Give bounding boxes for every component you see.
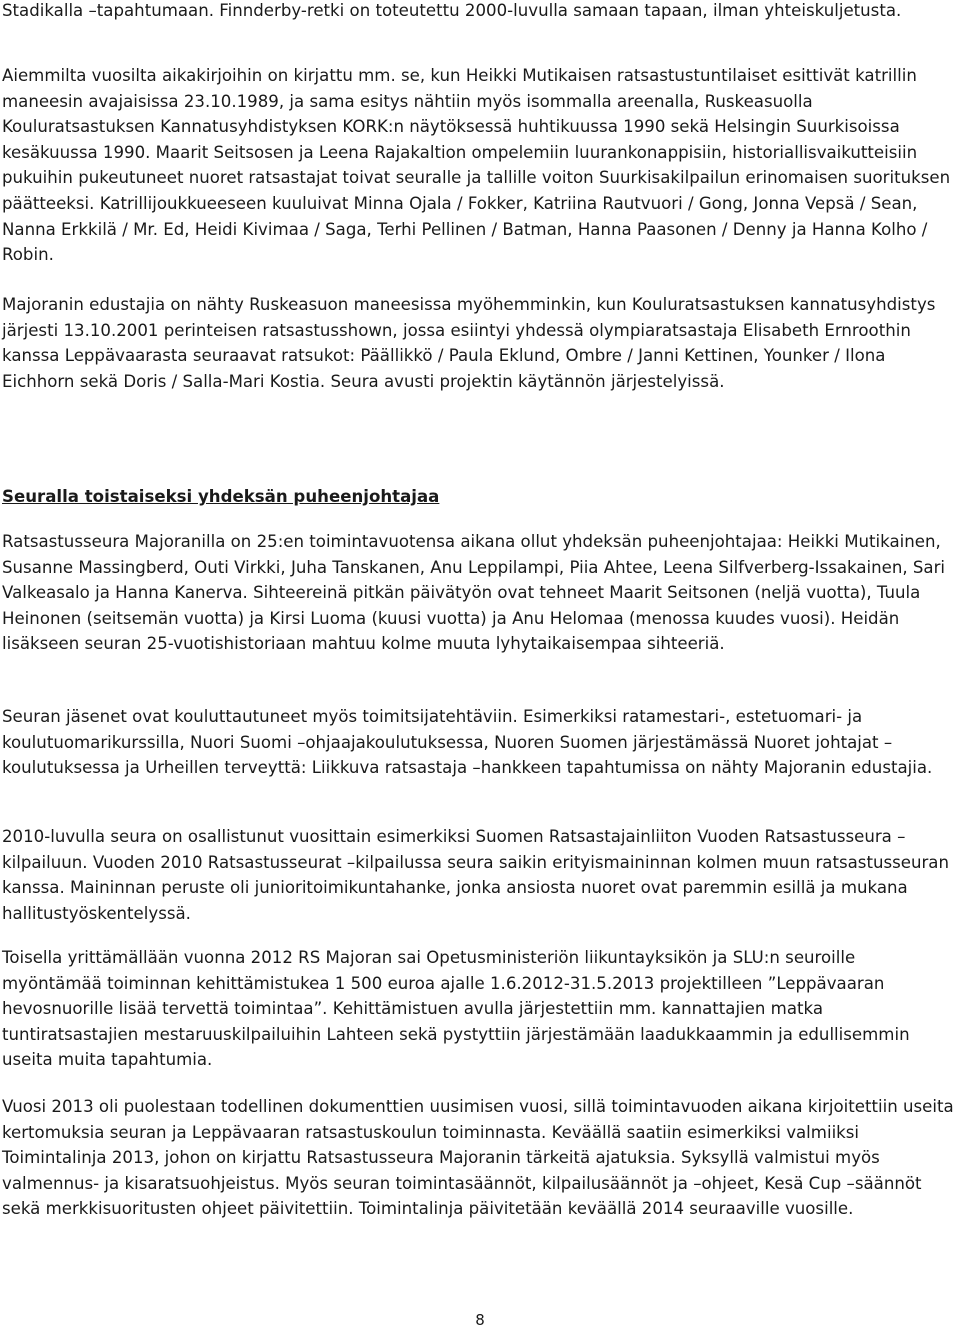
paragraph-toimitsijat: Seuran jäsenet ovat kouluttautuneet myös toimitsijatehtäviin. Esimerkiksi ratamestari-, estetuomari- ja koulutuomarikurssilla, Nuori Suomi –ohjaajakoulutuksessa, Nuoren Suomen järjestämässä Nuoret johtajat –koulutuksessa ja Urheillen terveyttä: Liikkuva ratsastaja –hankkeen tapahtumissa on nähty Majoranin edustajia. — [2, 707, 933, 778]
paragraph-finnderby: Stadikalla –tapahtumaan. Finnderby-retki on toteutettu 2000-luvulla samaan tapaan, ilman yhteiskuljetusta. — [2, 1, 902, 20]
paragraph-dokumentit-2013: Vuosi 2013 oli puolestaan todellinen dokumenttien uusimisen vuosi, sillä toimintavuoden aikana kirjoitettiin useita kertomuksia seuran ja Leppävaaran ratsastuskoulun toiminnasta. Keväällä saatiin esimerkiksi valmiiksi Toimintalinja 2013, johon on kirjattu Ratsastusseura Majoranin tärkeitä ajatuksia. Syksyllä valmistui myös valmennus- ja kisaratsuohjeistus. Myös seuran toimintasäännöt, kilpailusäännöt ja –ohjeet, Kesä Cup –säännöt sekä merkkisuoritusten ohjeet päivitettiin. Toimintalinja päivitetään keväällä 2014 seuraaville vuosille. — [2, 1097, 954, 1219]
section-heading: Seuralla toistaiseksi yhdeksän puheenjohtajaa — [2, 487, 440, 506]
paragraph-katrilli: Aiemmilta vuosilta aikakirjoihin on kirjattu mm. se, kun Heikki Mutikaisen ratsastustuntilaiset esittivät katrillin maneesin avajaisissa 23.10.1989, ja sama esitys nähtiin myös isommalla areenalla, Ruskeasuolla Kouluratsastuksen Kannatusyhdistyksen KORK:n näytöksessä huhtikuussa 1990 sekä Helsingin Suurkisoissa kesäkuussa 1990. Maarit Seitsosen ja Leena Rajakaltion ompelemiin luurankonappisiin, historiallisvaikutteisiin pukuihin pukeutuneet nuoret ratsastajat toivat seuralle ja tallille voiton Suurkisakilpailun erinomaisen suorituksen päätteeksi. Katrillijoukkueeseen kuuluivat Minna Ojala / Fokker, Katriina Rautvuori / Gong, Jonna Vepsä / Sean, Nanna Erkkilä / Mr. Ed, Heidi Kivimaa / Saga, Terhi Pellinen / Batman, Hanna Paasonen / Denny ja Hanna Kolho / Robin. — [2, 66, 951, 265]
paragraph-ratsastusshow: Majoranin edustajia on nähty Ruskeasuon maneesissa myöhemminkin, kun Kouluratsastuksen kannatusyhdistys järjesti 13.10.2001 perinteisen ratsastusshown, jossa esiintyi yhdessä olympiaratsastaja Elisabeth Ernroothin kanssa Leppävaarasta seuraavat ratsukot: Päällikkö / Paula Eklund, Ombre / Janni Kettinen, Younker / Ilona Eichhorn sekä Doris / Salla-Mari Kostia. Seura avusti projektin käytännön järjestelyissä. — [2, 295, 936, 391]
page-number: 8 — [475, 1311, 485, 1329]
paragraph-vuoden-seura: 2010-luvulla seura on osallistunut vuosittain esimerkiksi Suomen Ratsastajainliiton Vuoden Ratsastusseura –kilpailuun. Vuoden 2010 Ratsastusseurat –kilpailussa seura saikin erityismaininnan kolmen muun ratsastusseuran kanssa. Maininnan peruste oli junioritoimikuntahanke, jonka ansiosta nuoret ovat paremmin esillä ja mukana hallitustyöskentelyssä. — [2, 827, 949, 923]
paragraph-puheenjohtajat: Ratsastusseura Majoranilla on 25:en toimintavuotensa aikana ollut yhdeksän puheenjohtajaa: Heikki Mutikainen, Susanne Massingberd, Outi Virkki, Juha Tanskanen, Anu Leppilampi, Piia Ahtee, Leena Silfverberg-Issakainen, Sari Valkeasalo ja Hanna Kanerva. Sihteereinä pitkän päivätyön ovat tehneet Maarit Seitsonen (neljä vuotta), Tuula Heinonen (seitsemän vuotta) ja Kirsi Luoma (kuusi vuotta) ja Anu Helomaa (menossa kuudes vuosi). Heidän lisäkseen seuran 25-vuotishistoriaan mahtuu kolme muuta lyhytaikaisempaa sihteeriä. — [2, 532, 946, 654]
paragraph-kehittamistuki: Toisella yrittämällään vuonna 2012 RS Majoran sai Opetusministeriön liikuntayksikön ja SLU:n seuroille myöntämää toiminnan kehittämistukea 1 500 euroa ajalle 1.6.2012-31.5.2013 projektilleen ”Leppävaaran hevosnuorille lisää tervettä toimintaa”. Kehittämistuen avulla järjestettiin mm. kannattajien matka tuntiratsastajien mestaruuskilpailuihin Lahteen sekä pystyttiin järjestämään laadukkaammin ja edullisemmin useita muita tapahtumia. — [2, 948, 910, 1070]
